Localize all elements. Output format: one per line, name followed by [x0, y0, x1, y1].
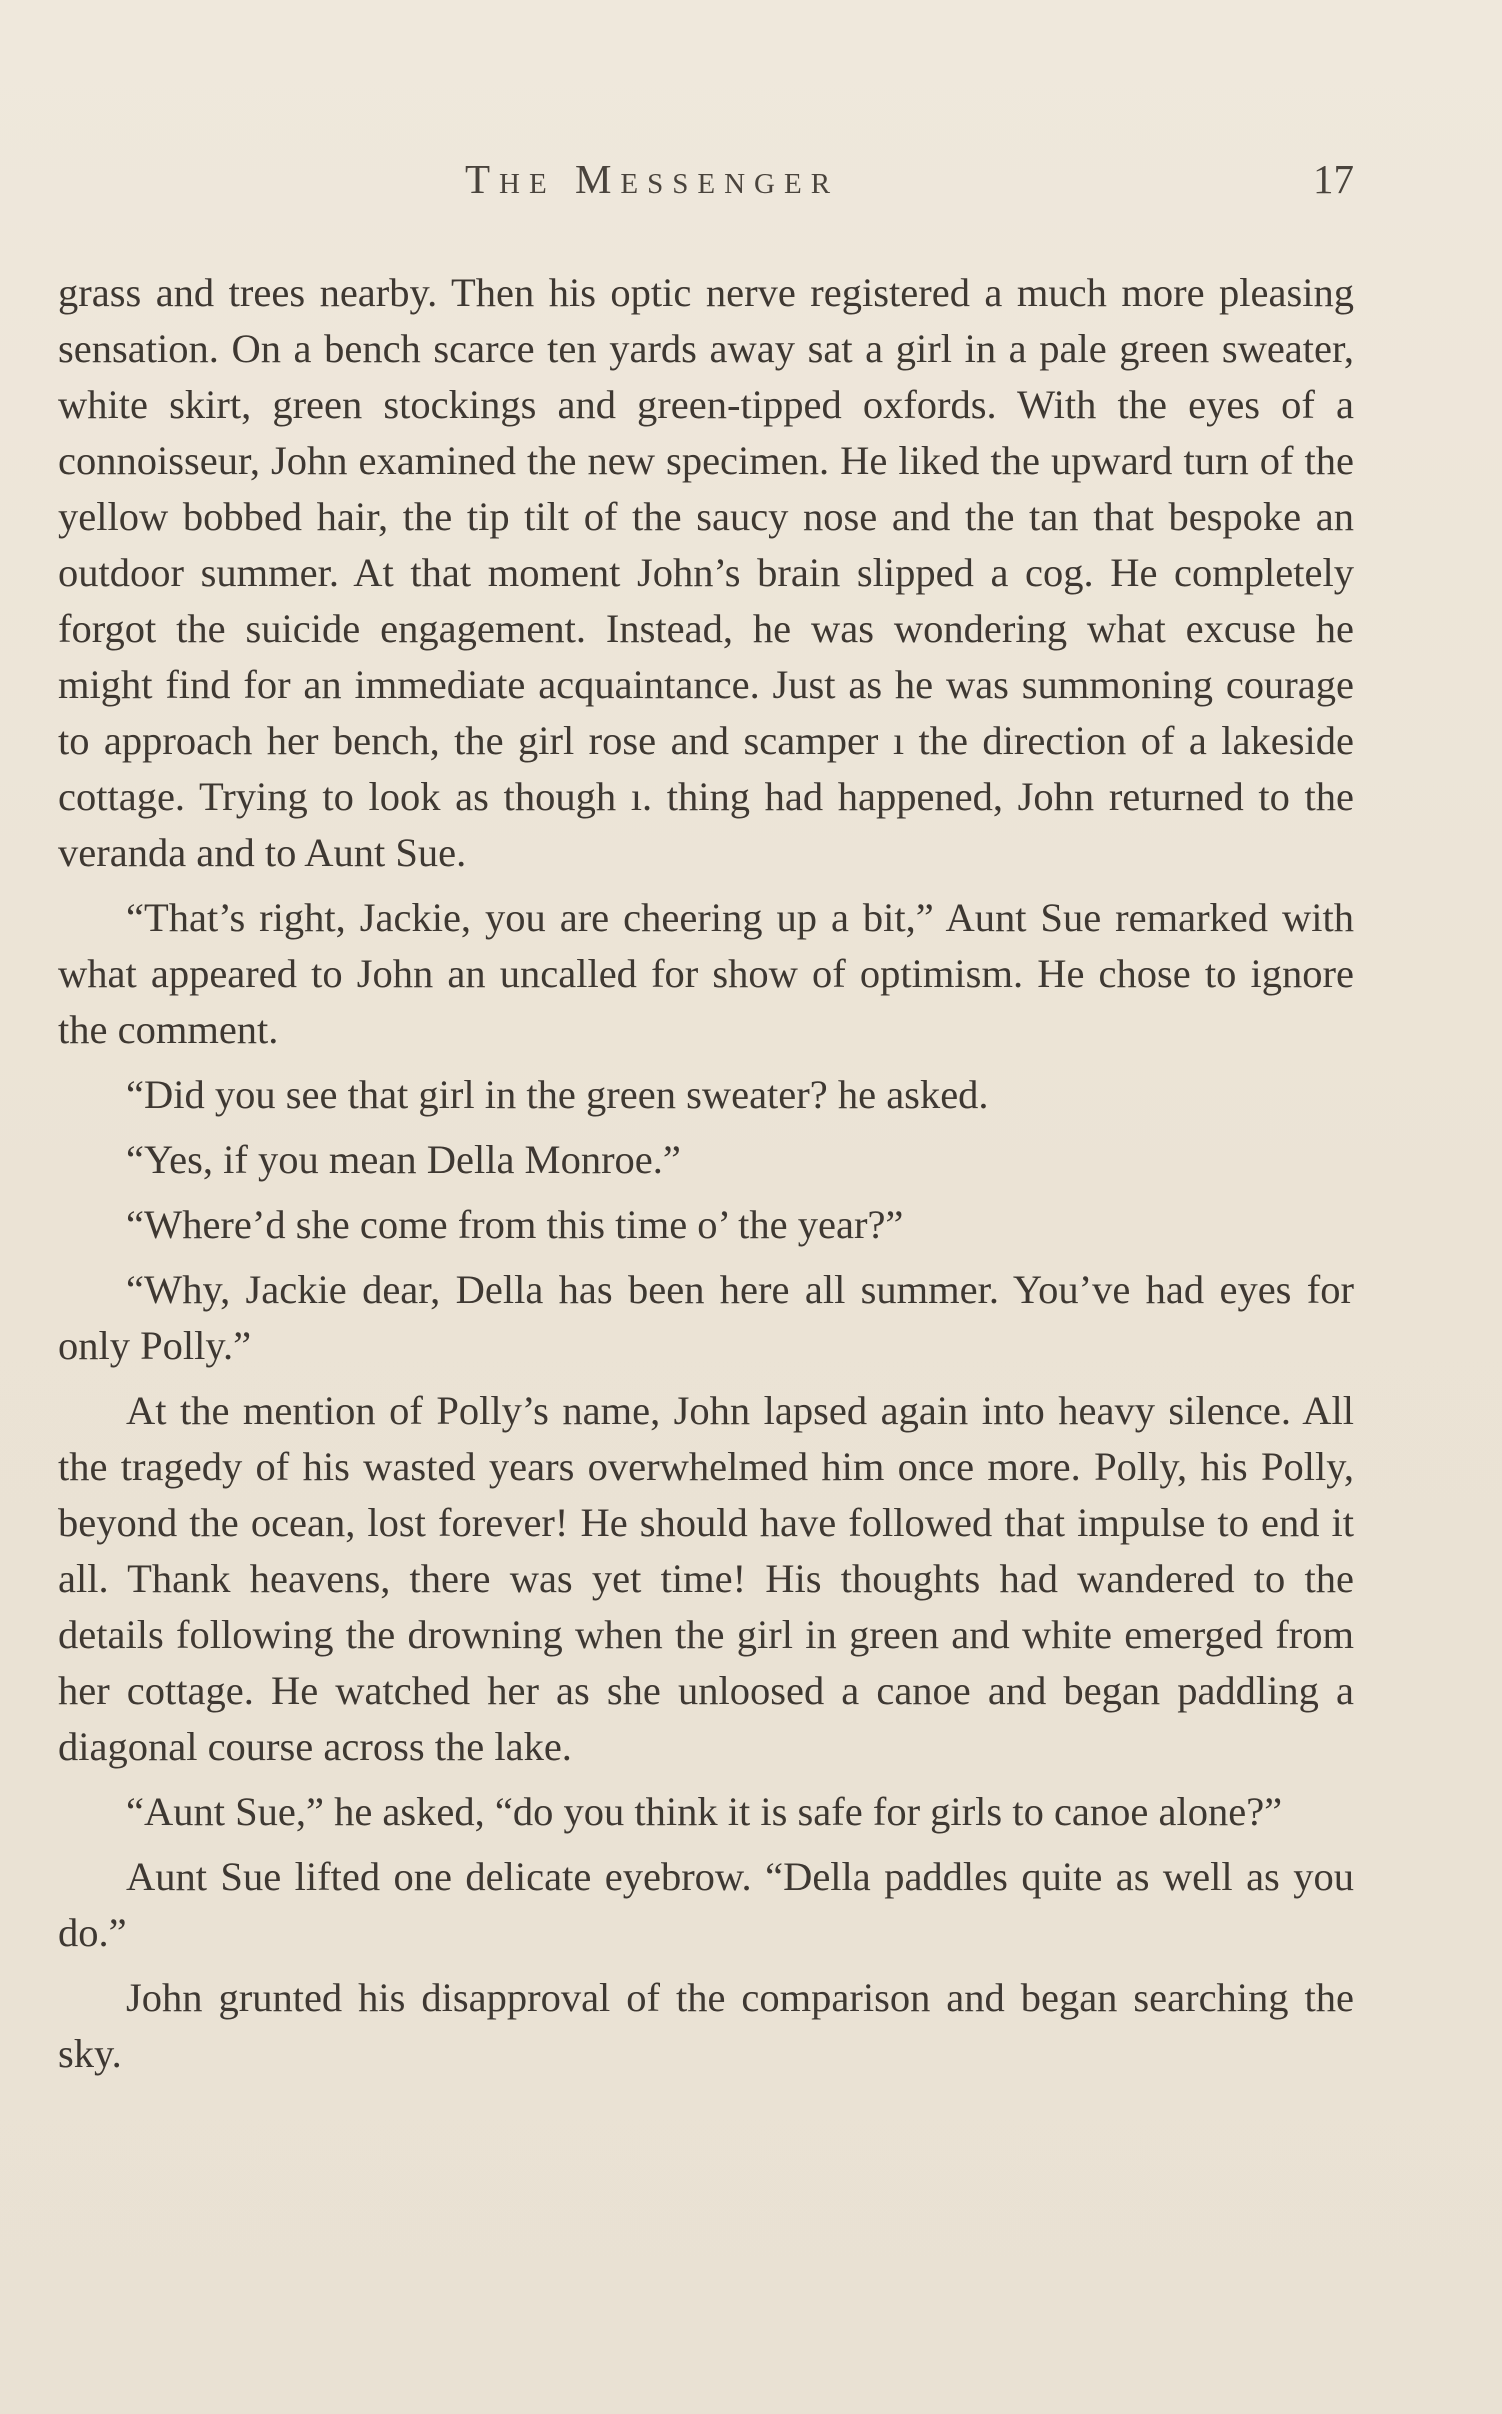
page-number: 17 [1313, 156, 1354, 202]
running-header [0, 155, 1502, 215]
paragraph-9: Aunt Sue lifted one delicate eyebrow. “Della paddles quite as well as you do.” [58, 1854, 1354, 1955]
body-text [58, 265, 1354, 2091]
paragraph-6: “Why, Jackie dear, Della has been here all summer. You’ve had eyes for only Polly.” [58, 1267, 1354, 1368]
paragraph-5: “Where’d she come from this time o’ the year?” [126, 1202, 904, 1247]
paragraph-1: grass and trees nearby. Then his optic nerve registered a much more pleasing sensation. On a bench scarce ten yards away sat a girl in a pale green sweater, white skirt, green stockings and green-tipped oxfords. With the eyes of a connoisseur, John examined the new specimen. He liked the upward turn of the yellow bobbed hair, the tip tilt of the saucy nose and the tan that bespoke an outdoor summer. At that moment John’s brain slipped a cog. He completely forgot the suicide engagement. Instead, he was wondering what excuse he might find for an immediate acquaintance. Just as he was summoning courage to approach her bench, the girl rose and scamper ı the direction of a lakeside cottage. Trying to look as though ı. thing had happened, John returned to the veranda and to Aunt Sue. [58, 270, 1354, 875]
running-title: The Messenger [465, 156, 840, 202]
paragraph-8: “Aunt Sue,” he asked, “do you think it is safe for girls to canoe alone?” [126, 1789, 1283, 1834]
paragraph-4: “Yes, if you mean Della Monroe.” [126, 1137, 681, 1182]
paragraph-3: “Did you see that girl in the green sweater? he asked. [126, 1072, 989, 1117]
paragraph-10: John grunted his disapproval of the comparison and began searching the sky. [58, 1975, 1354, 2076]
paragraph-7: At the mention of Polly’s name, John lapsed again into heavy silence. All the tragedy of his wasted years overwhelmed him once more. Polly, his Polly, beyond the ocean, lost forever! He should have followed that impulse to end it all. Thank heavens, there was yet time! His thoughts had wandered to the details following the drowning when the girl in green and white emerged from her cottage. He watched her as she unloosed a canoe and began paddling a diagonal course across the lake. [58, 1388, 1354, 1769]
paragraph-2: “That’s right, Jackie, you are cheering up a bit,” Aunt Sue remarked with what appeared to John an uncalled for show of optimism. He chose to ignore the comment. [58, 895, 1354, 1052]
